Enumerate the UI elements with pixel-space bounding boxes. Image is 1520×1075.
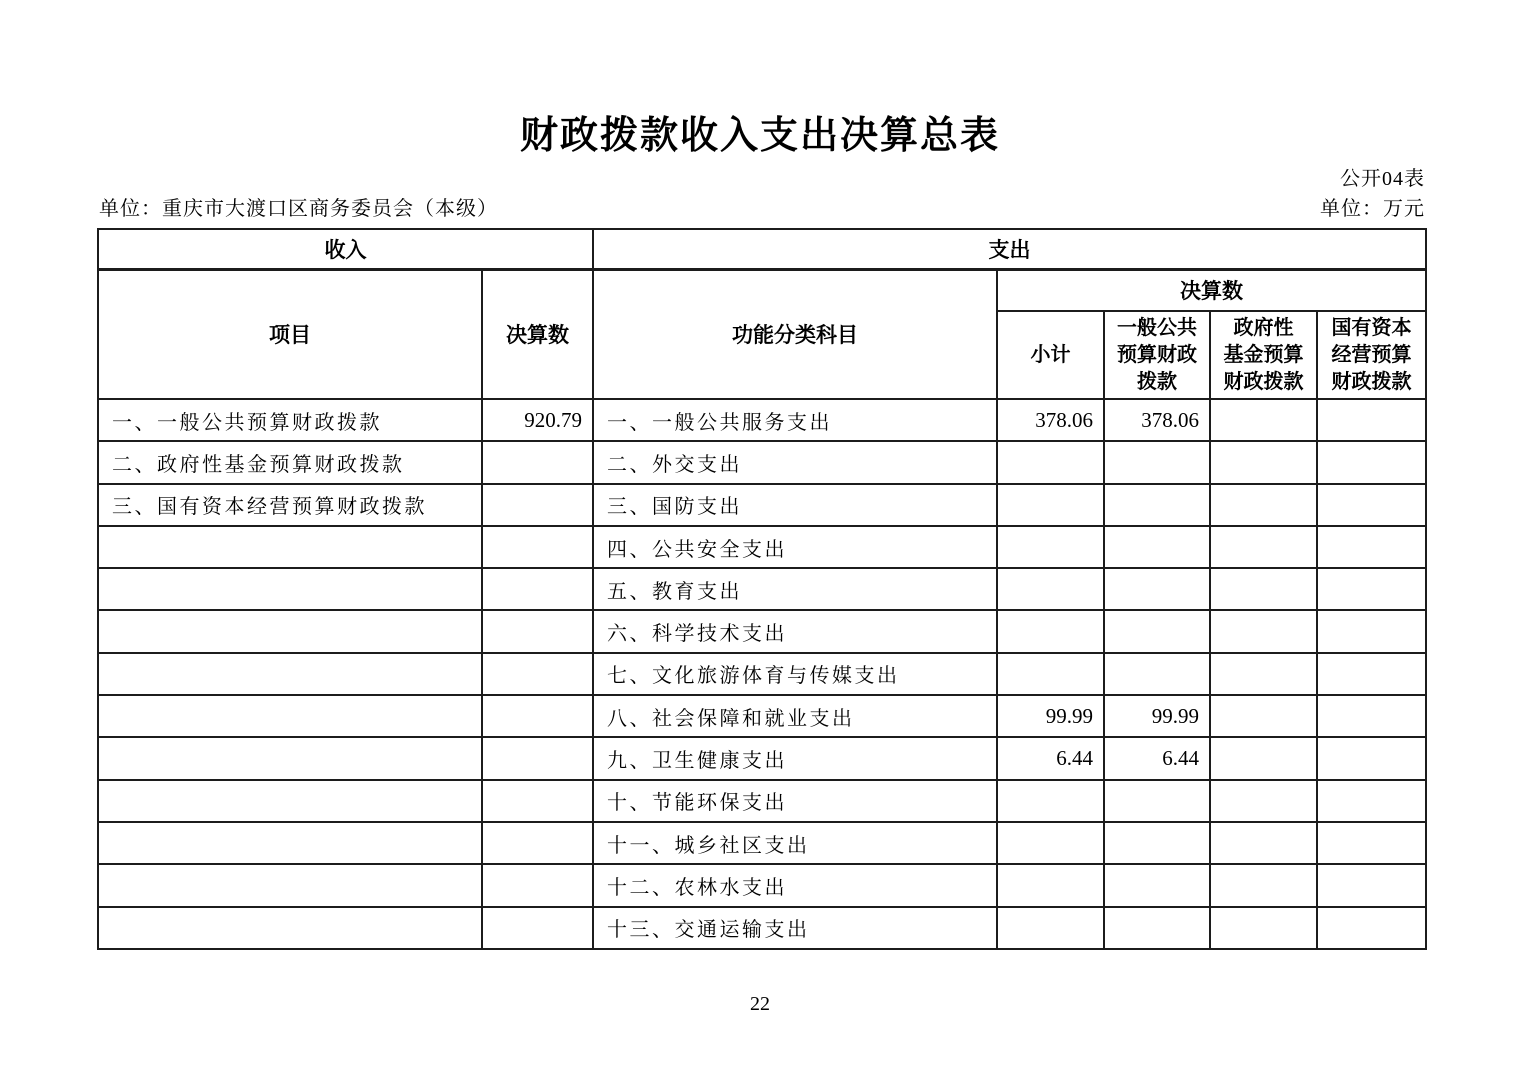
column-header-row (98, 269, 1426, 311)
expense-item-cell: 三、国防支出 (593, 484, 997, 526)
income-item-cell (98, 822, 482, 864)
table-row (98, 653, 1426, 695)
page-number: 22 (750, 993, 770, 1015)
expense-item-cell: 五、教育支出 (593, 568, 997, 610)
subtotal-cell (997, 780, 1104, 822)
gov-fund-cell (1210, 822, 1317, 864)
table-row (98, 441, 1426, 483)
subtotal-cell (997, 822, 1104, 864)
form-code-label: 公开04表 (1340, 168, 1425, 190)
expense-item-cell: 十、节能环保支出 (593, 780, 997, 822)
general-budget-header-line: 拨款 (1137, 370, 1177, 393)
unit-name-label: 单位：重庆市大渡口区商务委员会（本级） (99, 198, 498, 220)
expense-item-column-header: 功能分类科目 (593, 269, 997, 399)
income-amount-cell (482, 864, 593, 906)
income-amount-cell (482, 822, 593, 864)
unit-measure-label: 单位：万元 (1320, 198, 1425, 220)
income-amount-cell (482, 780, 593, 822)
subtotal-cell (997, 864, 1104, 906)
state-capital-cell (1317, 695, 1426, 737)
page-title: 财政拨款收入支出决算总表 (519, 115, 1000, 157)
income-amount-cell (482, 737, 593, 779)
income-item-cell (98, 568, 482, 610)
gov-fund-cell (1210, 907, 1317, 949)
gov-fund-header-line: 财政拨款 (1223, 370, 1304, 393)
income-amount-cell (482, 610, 593, 652)
income-amount-column-header: 决算数 (482, 269, 593, 399)
income-item-cell (98, 526, 482, 568)
subtotal-cell: 99.99 (997, 695, 1104, 737)
state-capital-cell (1317, 737, 1426, 779)
expense-section-header: 支出 (593, 229, 1426, 269)
subtotal-cell (997, 907, 1104, 949)
general-budget-cell (1104, 780, 1210, 822)
gov-fund-cell (1210, 526, 1317, 568)
expense-item-cell: 十二、农林水支出 (593, 864, 997, 906)
state-capital-cell (1317, 780, 1426, 822)
expense-item-cell: 二、外交支出 (593, 441, 997, 483)
income-amount-cell (482, 695, 593, 737)
subtotal-column-header: 小计 (997, 311, 1104, 399)
income-item-column-header: 项目 (98, 269, 482, 399)
state-capital-cell (1317, 441, 1426, 483)
expense-item-cell: 十一、城乡社区支出 (593, 822, 997, 864)
general-budget-cell (1104, 484, 1210, 526)
general-budget-column-header (1104, 311, 1210, 399)
income-amount-cell (482, 484, 593, 526)
table-row (98, 822, 1426, 864)
general-budget-cell (1104, 610, 1210, 652)
gov-fund-cell (1210, 695, 1317, 737)
income-section-header: 收入 (98, 229, 593, 269)
table-row (98, 780, 1426, 822)
gov-fund-cell (1210, 484, 1317, 526)
subtotal-cell (997, 653, 1104, 695)
general-budget-cell (1104, 864, 1210, 906)
gov-fund-cell (1210, 568, 1317, 610)
income-item-cell (98, 780, 482, 822)
state-capital-cell (1317, 822, 1426, 864)
state-capital-column-header (1317, 311, 1426, 399)
subtotal-cell: 378.06 (997, 399, 1104, 441)
table-row (98, 737, 1426, 779)
income-amount-cell (482, 653, 593, 695)
income-item-cell (98, 907, 482, 949)
subtotal-cell (997, 441, 1104, 483)
general-budget-header-line: 预算财政 (1117, 343, 1197, 366)
expense-item-cell: 八、社会保障和就业支出 (593, 695, 997, 737)
subtotal-cell: 6.44 (997, 737, 1104, 779)
income-amount-cell: 920.79 (482, 399, 593, 441)
table-body (98, 399, 1426, 949)
state-capital-cell (1317, 864, 1426, 906)
gov-fund-cell (1210, 864, 1317, 906)
income-amount-cell (482, 526, 593, 568)
state-capital-cell (1317, 399, 1426, 441)
expense-item-cell: 九、卫生健康支出 (593, 737, 997, 779)
state-capital-cell (1317, 610, 1426, 652)
gov-fund-cell (1210, 653, 1317, 695)
fiscal-appropriation-table (97, 228, 1427, 950)
state-capital-cell (1317, 526, 1426, 568)
income-item-cell (98, 864, 482, 906)
expense-item-cell: 十三、交通运输支出 (593, 907, 997, 949)
general-budget-cell (1104, 526, 1210, 568)
gov-fund-header-line: 政府性 (1233, 316, 1294, 339)
state-capital-header-line: 国有资本 (1331, 316, 1412, 339)
gov-fund-cell (1210, 399, 1317, 441)
income-item-cell (98, 695, 482, 737)
general-budget-header-line: 一般公共 (1117, 316, 1197, 339)
gov-fund-column-header (1210, 311, 1317, 399)
table-row (98, 399, 1426, 441)
expense-amount-group-header: 决算数 (997, 269, 1426, 311)
gov-fund-cell (1210, 780, 1317, 822)
state-capital-cell (1317, 568, 1426, 610)
income-amount-cell (482, 907, 593, 949)
general-budget-cell (1104, 907, 1210, 949)
general-budget-cell (1104, 822, 1210, 864)
income-amount-cell (482, 441, 593, 483)
table-row (98, 484, 1426, 526)
expense-item-cell: 四、公共安全支出 (593, 526, 997, 568)
income-item-cell (98, 610, 482, 652)
gov-fund-cell (1210, 737, 1317, 779)
subtotal-cell (997, 484, 1104, 526)
income-amount-cell (482, 568, 593, 610)
expense-item-cell: 七、文化旅游体育与传媒支出 (593, 653, 997, 695)
subtotal-cell (997, 526, 1104, 568)
state-capital-header-line: 经营预算 (1331, 343, 1412, 366)
gov-fund-cell (1210, 441, 1317, 483)
table-row (98, 907, 1426, 949)
state-capital-cell (1317, 653, 1426, 695)
income-item-cell (98, 737, 482, 779)
subtotal-cell (997, 568, 1104, 610)
gov-fund-cell (1210, 610, 1317, 652)
general-budget-cell (1104, 653, 1210, 695)
table-row (98, 610, 1426, 652)
general-budget-cell: 6.44 (1104, 737, 1210, 779)
general-budget-cell (1104, 441, 1210, 483)
table-row (98, 526, 1426, 568)
state-capital-cell (1317, 907, 1426, 949)
gov-fund-header-line: 基金预算 (1223, 343, 1304, 366)
income-item-cell: 一、一般公共预算财政拨款 (98, 399, 482, 441)
table-row (98, 864, 1426, 906)
table-row (98, 695, 1426, 737)
meta-row (99, 192, 1425, 221)
subtotal-cell (997, 610, 1104, 652)
general-budget-cell: 378.06 (1104, 399, 1210, 441)
table-row (98, 568, 1426, 610)
expense-item-cell: 一、一般公共服务支出 (593, 399, 997, 441)
section-header-row (98, 229, 1426, 269)
expense-item-cell: 六、科学技术支出 (593, 610, 997, 652)
state-capital-header-line: 财政拨款 (1331, 370, 1412, 393)
income-item-cell (98, 653, 482, 695)
income-item-cell: 三、国有资本经营预算财政拨款 (98, 484, 482, 526)
general-budget-cell: 99.99 (1104, 695, 1210, 737)
general-budget-cell (1104, 568, 1210, 610)
income-item-cell: 二、政府性基金预算财政拨款 (98, 441, 482, 483)
state-capital-cell (1317, 484, 1426, 526)
